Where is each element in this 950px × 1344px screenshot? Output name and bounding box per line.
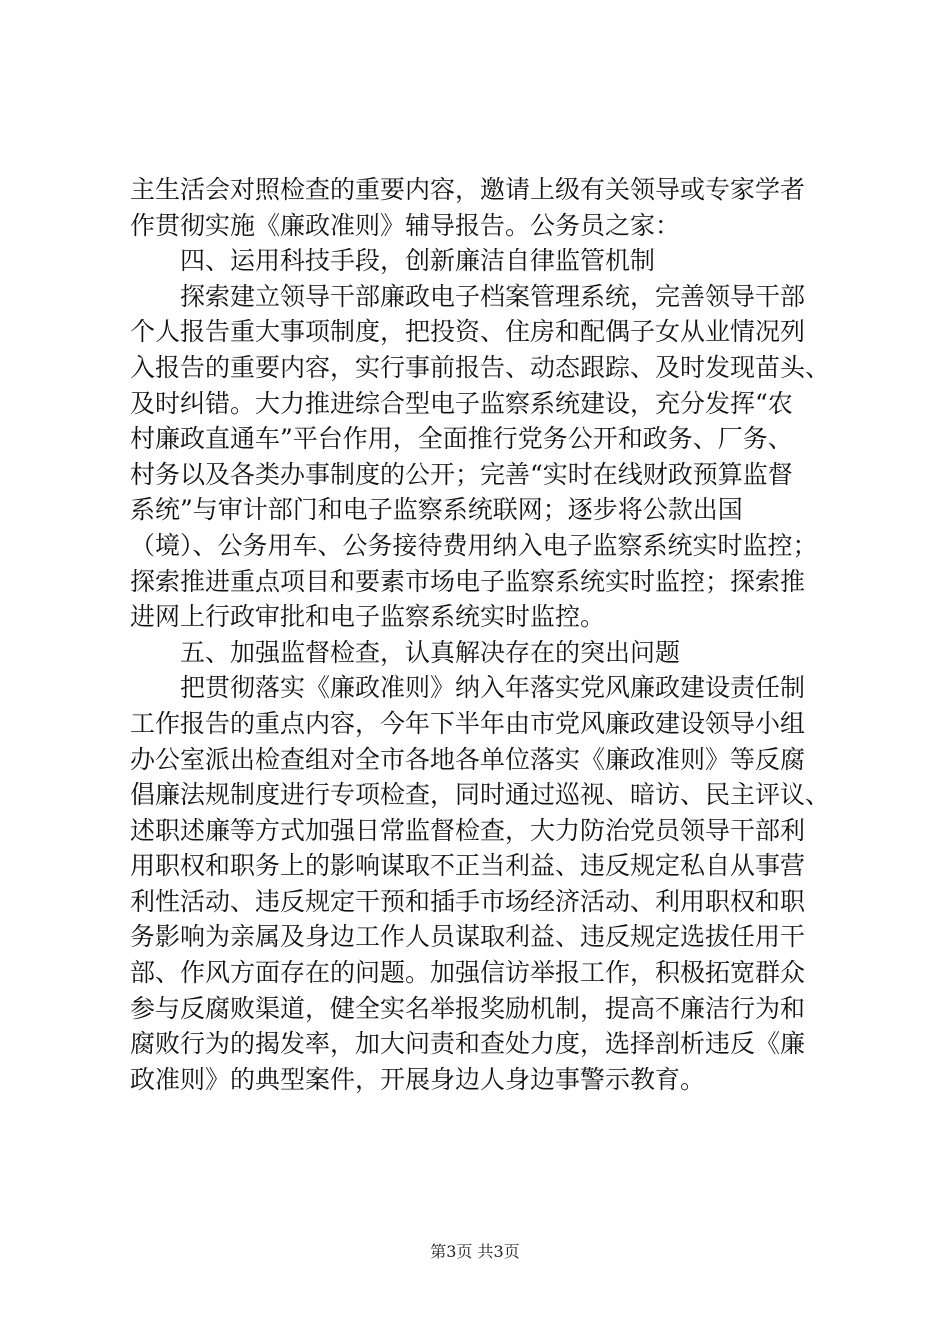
text-line: 腐败行为的揭发率，加大问责和查处力度，选择剖析违反《廉 bbox=[130, 1029, 806, 1059]
text-line: 把贯彻落实《廉政准则》纳入年落实党风廉政建设责任制 bbox=[180, 673, 806, 703]
text-line: 参与反腐败渠道，健全实名举报奖励机制，提高不廉洁行为和 bbox=[130, 993, 806, 1023]
text-line: 村务以及各类办事制度的公开；完善“实时在线财政预算监督 bbox=[130, 459, 793, 489]
text-line: 务影响为亲属及身边工作人员谋取利益、违反规定选拔任用干 bbox=[130, 922, 806, 952]
text-line: 探索建立领导干部廉政电子档案管理系统，完善领导干部 bbox=[180, 281, 806, 311]
text-line: 工作报告的重点内容，今年下半年由市党风廉政建设领导小组 bbox=[130, 708, 806, 738]
text-line: 系统”与审计部门和电子监察系统联网；逐步将公款出国 bbox=[130, 495, 743, 525]
text-line: 用职权和职务上的影响谋取不正当利益、违反规定私自从事营 bbox=[130, 851, 806, 881]
text-line: 及时纠错。大力推进综合型电子监察系统建设，充分发挥“农 bbox=[130, 388, 793, 418]
section-heading: 四、运用科技手段，创新廉洁自律监管机制 bbox=[180, 246, 656, 276]
text-line: （境）、公务用车、公务接待费用纳入电子监察系统实时监控； bbox=[130, 530, 818, 560]
text-line: 村廉政直通车”平台作用，全面推行党务公开和政务、厂务、 bbox=[130, 424, 793, 454]
text-line: 作贯彻实施《廉政准则》辅导报告。公务员之家： bbox=[130, 210, 681, 240]
text-line: 探索推进重点项目和要素市场电子监察系统实时监控；探索推 bbox=[130, 566, 806, 596]
text-line: 入报告的重要内容，实行事前报告、动态跟踪、及时发现苗头、 bbox=[130, 352, 831, 382]
document-body bbox=[130, 172, 830, 1097]
text-line: 主生活会对照检查的重要内容，邀请上级有关领导或专家学者 bbox=[130, 175, 806, 204]
text-line: 部、作风方面存在的问题。加强信访举报工作，积极拓宽群众 bbox=[130, 958, 806, 988]
text-line: 个人报告重大事项制度，把投资、住房和配偶子女从业情况列 bbox=[130, 317, 806, 347]
text-line: 政准则》的典型案件，开展身边人身边事警示教育。 bbox=[130, 1064, 706, 1094]
text-line: 述职述廉等方式加强日常监督检查，大力防治党员领导干部利 bbox=[130, 815, 806, 845]
text-line: 利性活动、违反规定干预和插手市场经济活动、利用职权和职 bbox=[130, 886, 806, 916]
text-line: 进网上行政审批和电子监察系统实时监控。 bbox=[130, 602, 606, 632]
text-line: 倡廉法规制度进行专项检查，同时通过巡视、暗访、民主评议、 bbox=[130, 780, 831, 810]
section-heading: 五、加强监督检查，认真解决存在的突出问题 bbox=[180, 637, 681, 667]
page-number-footer: 第3页 共3页 bbox=[430, 1242, 520, 1261]
text-line: 办公室派出检查组对全市各地各单位落实《廉政准则》等反腐 bbox=[130, 744, 806, 774]
